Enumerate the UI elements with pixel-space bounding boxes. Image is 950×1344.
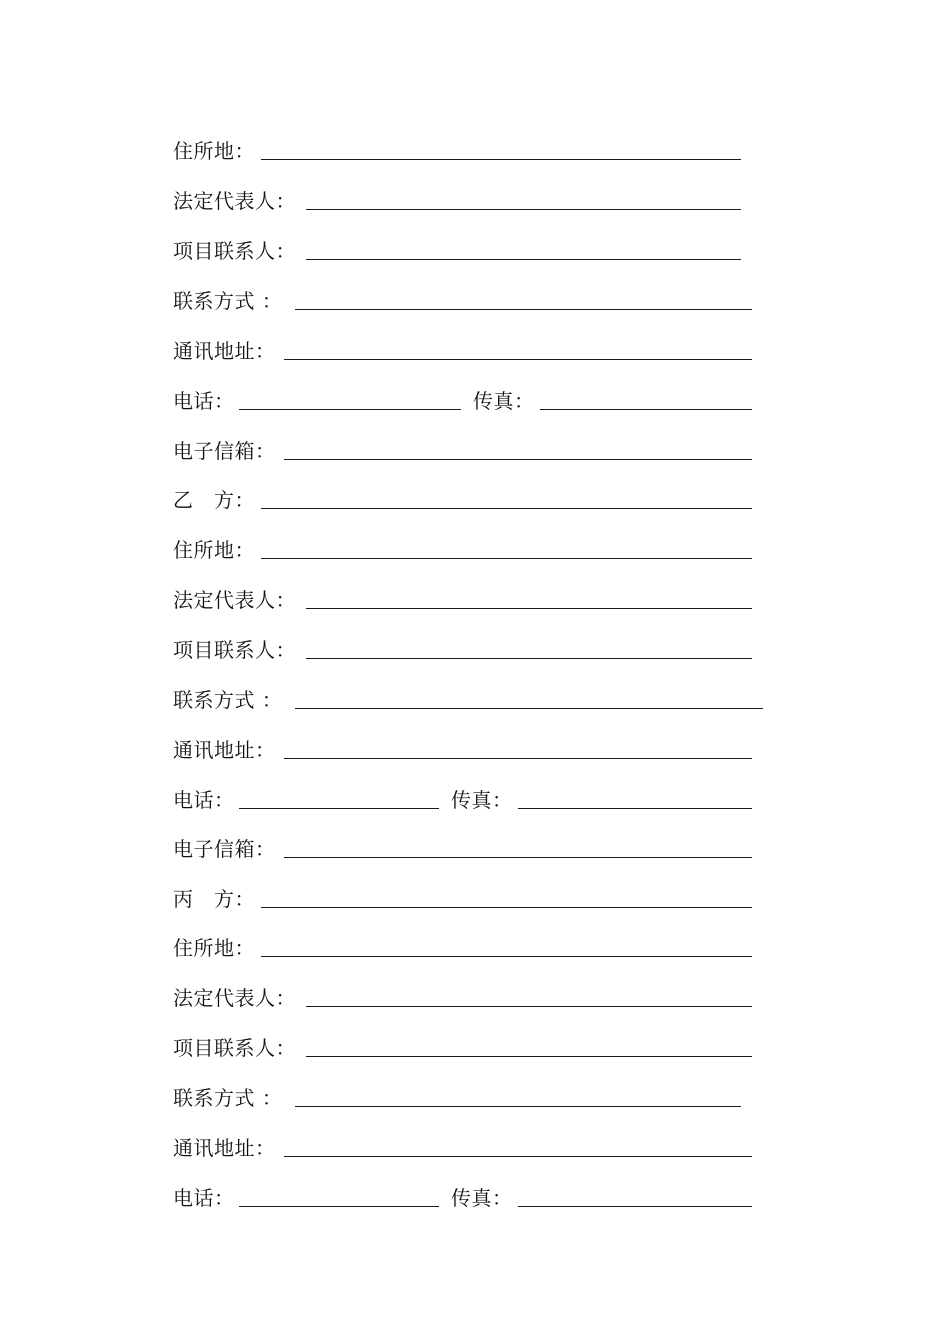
party-c-legal-rep-field[interactable] [306,1006,752,1007]
party-a-phone-field[interactable] [239,409,461,410]
party-b-mailing-address-label: 通讯地址： [173,738,276,762]
party-c-phone-label: 电话： [173,1186,235,1210]
party-a-project-contact-label: 项目联系人： [173,239,296,263]
party-c-mailing-address-label: 通讯地址： [173,1136,276,1160]
party-c-label: 丙 方： [173,887,255,911]
party-c-fax-label: 传真： [451,1186,513,1210]
party-b-project-contact-field[interactable] [306,658,752,659]
party-a-mailing-address-label: 通讯地址： [173,339,276,363]
party-a-fax-label: 传真： [473,389,535,413]
party-b-address-label: 住所地： [173,538,255,562]
party-b-legal-rep-field[interactable] [306,608,752,609]
party-b-legal-rep-label: 法定代表人： [173,588,296,612]
party-b-name-field[interactable] [261,508,752,509]
party-a-address-label: 住所地： [173,139,255,163]
party-a-email-label: 电子信箱： [173,439,276,463]
party-c-address-label: 住所地： [173,936,255,960]
party-b-contact-method-label: 联系方式 ： [173,688,283,712]
party-c-address-field[interactable] [261,956,752,957]
party-b-contact-method-field[interactable] [295,708,763,709]
party-a-mailing-address-field[interactable] [284,359,752,360]
party-a-legal-rep-label: 法定代表人： [173,189,296,213]
party-a-phone-label: 电话： [173,389,235,413]
party-b-fax-field[interactable] [518,808,752,809]
party-c-name-field[interactable] [261,907,752,908]
party-b-address-field[interactable] [261,558,752,559]
party-a-email-field[interactable] [284,459,752,460]
party-c-contact-method-field[interactable] [295,1106,741,1107]
party-a-project-contact-field[interactable] [306,259,741,260]
party-a-fax-field[interactable] [540,409,752,410]
party-b-email-label: 电子信箱： [173,837,276,861]
party-b-phone-field[interactable] [239,808,439,809]
party-a-address-field[interactable] [261,159,741,160]
party-c-fax-field[interactable] [518,1206,752,1207]
party-b-project-contact-label: 项目联系人： [173,638,296,662]
party-b-phone-label: 电话： [173,788,235,812]
party-c-contact-method-label: 联系方式 ： [173,1086,283,1110]
party-c-phone-field[interactable] [239,1206,439,1207]
party-b-mailing-address-field[interactable] [284,758,752,759]
party-c-mailing-address-field[interactable] [284,1156,752,1157]
party-b-email-field[interactable] [284,857,752,858]
party-c-project-contact-label: 项目联系人： [173,1036,296,1060]
party-b-fax-label: 传真： [451,788,513,812]
party-c-project-contact-field[interactable] [306,1056,752,1057]
party-a-legal-rep-field[interactable] [306,209,741,210]
party-c-legal-rep-label: 法定代表人： [173,986,296,1010]
party-a-contact-method-label: 联系方式 ： [173,289,283,313]
party-b-label: 乙 方： [173,488,255,512]
party-a-contact-method-field[interactable] [295,309,752,310]
